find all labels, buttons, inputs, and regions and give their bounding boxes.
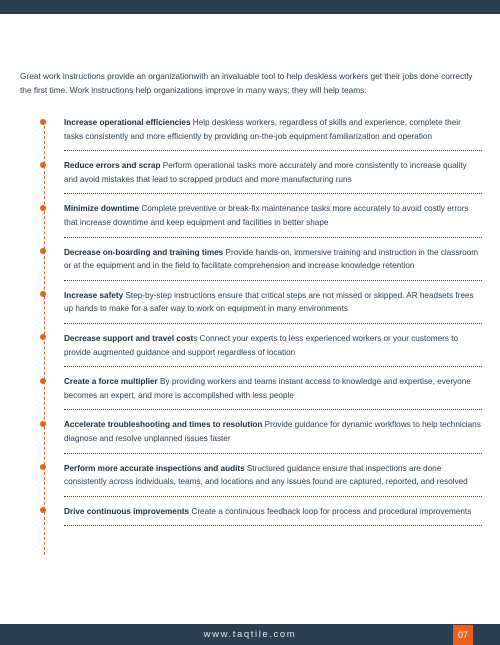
- item-title: Create a force multiplier: [64, 377, 158, 387]
- item-title: Decrease support and travel cost: [64, 333, 194, 343]
- item-body: Complete preventive or break-fix maintenance tasks more accurately to avoid costly errors that increase downtime and keep equipment and facilities in better shape: [64, 204, 469, 227]
- list-item: [64, 418, 482, 453]
- list-item: [64, 202, 482, 237]
- divider: [64, 525, 482, 526]
- item-title: Drive continuous improvements: [64, 506, 190, 516]
- bullet-dot-icon: [40, 291, 46, 297]
- divider: [64, 409, 482, 410]
- item-body: Provide hands-on, immersive training and instruction in the classroom or at the equipment and in the field to facilitate comprehension and increase knowledge retention: [64, 247, 479, 271]
- bullet-dot-icon: [40, 378, 46, 384]
- bullet-dot-icon: [40, 464, 46, 470]
- item-title: Decrease on-boarding and training times: [64, 247, 224, 257]
- item-body: Help deskless workers, regardless of skills and experience, complete their tasks consistently and more efficiently by providing on-the-job equipment familiarization and operation: [64, 118, 461, 141]
- divider: [64, 237, 482, 238]
- list-item: [64, 375, 482, 410]
- item-body: Create a continuous feedback loop for process and procedural improvements: [189, 506, 472, 516]
- benefits-list: [64, 116, 482, 534]
- list-item: [64, 505, 482, 527]
- list-item: [64, 246, 482, 281]
- bullet-dot-icon: [40, 248, 46, 254]
- item-body: Step-by-step instructions ensure that critical steps are not missed or skipped. AR headsets frees up hands to make for a safer way to work on equipment in many environments: [64, 290, 474, 314]
- list-item: [64, 462, 482, 497]
- item-body: Perform operational tasks more accurately and more consistently to increase quality and avoid mistakes that lead to scrapped product and more manufacturing runs: [64, 161, 467, 184]
- bullet-dot-icon: [40, 119, 46, 125]
- item-body: Structured guidance ensure that inspections are done consistently across individuals, teams, and locations and any issues found are captured, reported, and resolved: [64, 463, 468, 487]
- header-bar: [0, 0, 500, 14]
- divider: [64, 150, 482, 151]
- item-title: Perform more accurate inspections and audits: [64, 463, 245, 473]
- bullet-dot-icon: [40, 507, 46, 513]
- item-title: Increase operational efficiencies: [64, 118, 191, 127]
- item-title: Minimize downtime: [64, 204, 140, 214]
- bullet-dot-icon: [40, 334, 46, 340]
- list-item: [64, 289, 482, 324]
- divider: [64, 193, 482, 194]
- bullet-dot-icon: [40, 162, 46, 168]
- item-title: Reduce errors and scrap: [64, 161, 161, 171]
- divider: [64, 496, 482, 497]
- divider: [64, 323, 482, 324]
- bullet-dot-icon: [40, 205, 46, 211]
- website-link[interactable]: www.taqtile.com: [203, 629, 297, 640]
- list-item: [64, 116, 482, 151]
- divider: [64, 280, 482, 281]
- list-item: [64, 159, 482, 194]
- item-body: s Connect your experts to less experienced workers or your customers to provide augmented guidance and support regardless of location: [64, 333, 459, 357]
- divider: [64, 453, 482, 454]
- divider: [64, 366, 482, 367]
- bullet-dot-icon: [40, 421, 46, 427]
- intro-paragraph: Great work instructions provide an organizationwith an invaluable tool to help deskless workers get their jobs done correctly the first time. Work instructions help organizations improve in many ways; they will help teams:: [20, 71, 473, 95]
- list-item: [64, 332, 482, 367]
- item-body: By providing workers and teams instant access to knowledge and expertise, everyone becomes an expert, and more is accomplished with less people: [64, 377, 471, 400]
- footer-bar: [0, 624, 500, 645]
- item-body: Provide guidance for dynamic workflows to help technicians diagnose and resolve unplanned issues faster: [64, 420, 481, 443]
- page-number: 07: [453, 625, 473, 645]
- item-title: Accelerate troubleshooting and times to resolution: [64, 420, 263, 430]
- item-title: Increase safety: [64, 290, 124, 300]
